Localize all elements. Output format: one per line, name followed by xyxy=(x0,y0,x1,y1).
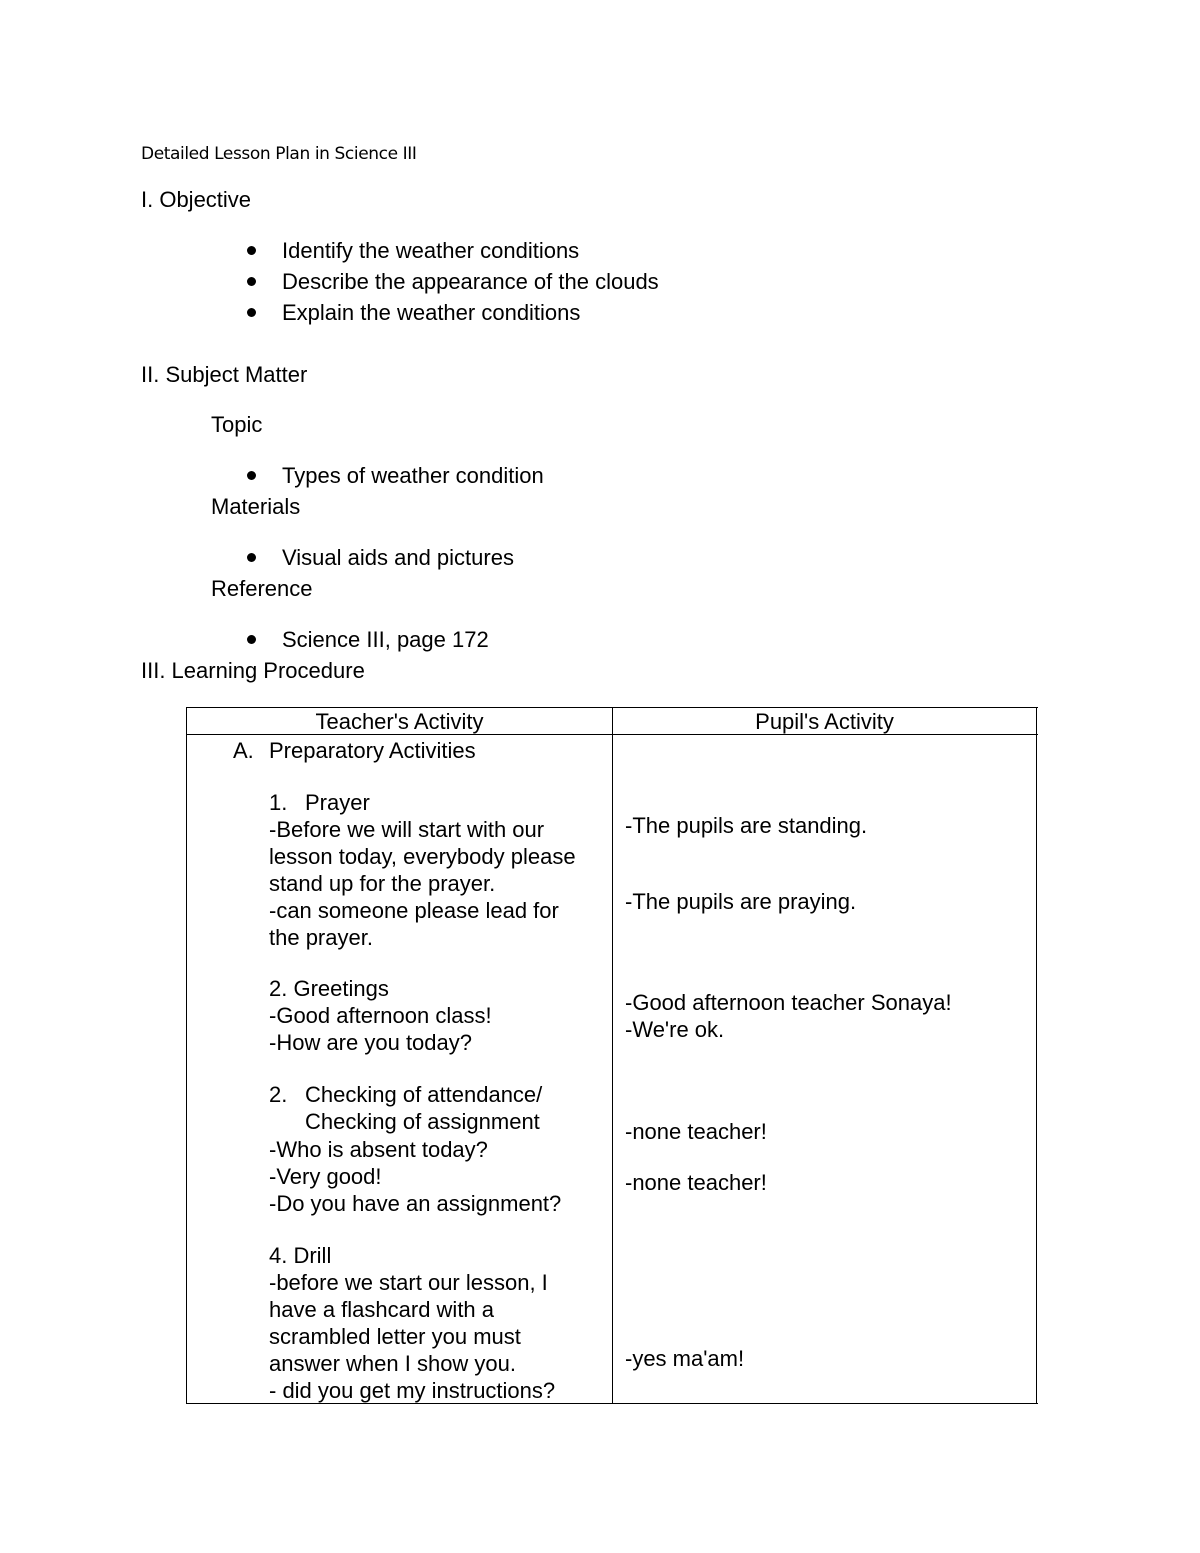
drill-line: have a flashcard with a xyxy=(269,1297,495,1322)
pupil-response: -yes ma'am! xyxy=(625,1346,745,1371)
greetings-line: -How are you today? xyxy=(269,1030,472,1055)
attendance-title: Checking of attendance/ xyxy=(305,1082,543,1107)
drill-line: scrambled letter you must xyxy=(269,1324,521,1349)
prayer-title: Prayer xyxy=(305,790,370,815)
objective-item: Identify the weather conditions xyxy=(282,238,580,263)
pupil-response: -The pupils are standing. xyxy=(625,813,868,838)
table-border-right xyxy=(1036,707,1037,1404)
prayer-line: -can someone please lead for xyxy=(269,898,559,923)
section-a-title: Preparatory Activities xyxy=(269,738,476,763)
pupil-response: -The pupils are praying. xyxy=(625,889,857,914)
objective-heading: I. Objective xyxy=(141,187,252,212)
bullet-icon xyxy=(247,277,256,286)
objective-item: Explain the weather conditions xyxy=(282,300,581,325)
prayer-line: -Before we will start with our xyxy=(269,817,545,842)
prayer-line: the prayer. xyxy=(269,925,373,950)
materials-item: Visual aids and pictures xyxy=(282,545,514,570)
greetings-line: -Good afternoon class! xyxy=(269,1003,492,1028)
drill-line: answer when I show you. xyxy=(269,1351,517,1376)
drill-title: 4. Drill xyxy=(269,1243,332,1268)
materials-label: Materials xyxy=(211,494,301,519)
prayer-number: 1. xyxy=(269,790,288,815)
bullet-icon xyxy=(247,246,256,255)
pupil-response: -Good afternoon teacher Sonaya! xyxy=(625,990,952,1015)
learning-procedure-heading: III. Learning Procedure xyxy=(141,658,365,683)
header-pupils-activity: Pupil's Activity xyxy=(755,709,894,734)
reference-item: Science III, page 172 xyxy=(282,627,489,652)
bullet-icon xyxy=(247,553,256,562)
prayer-line: stand up for the prayer. xyxy=(269,871,496,896)
table-border-left xyxy=(186,707,187,1404)
document-title: Detailed Lesson Plan in Science III xyxy=(141,144,417,164)
greetings-title: 2. Greetings xyxy=(269,976,389,1001)
attendance-number: 2. xyxy=(269,1082,288,1107)
topic-item: Types of weather condition xyxy=(282,463,544,488)
drill-line: - did you get my instructions? xyxy=(269,1378,556,1403)
subject-matter-heading: II. Subject Matter xyxy=(141,362,308,387)
attendance-line: -Do you have an assignment? xyxy=(269,1191,562,1216)
prayer-line: lesson today, everybody please xyxy=(269,844,576,869)
bullet-icon xyxy=(247,471,256,480)
section-a-marker: A. xyxy=(233,738,254,763)
objective-item: Describe the appearance of the clouds xyxy=(282,269,659,294)
topic-label: Topic xyxy=(211,412,263,437)
bullet-icon xyxy=(247,308,256,317)
attendance-line: -Very good! xyxy=(269,1164,382,1189)
table-column-divider xyxy=(612,707,613,1404)
pupil-response: -We're ok. xyxy=(625,1017,725,1042)
pupil-response: -none teacher! xyxy=(625,1170,767,1195)
attendance-title: Checking of assignment xyxy=(305,1109,540,1134)
pupil-response: -none teacher! xyxy=(625,1119,767,1144)
drill-line: -before we start our lesson, I xyxy=(269,1270,548,1295)
bullet-icon xyxy=(247,635,256,644)
attendance-line: -Who is absent today? xyxy=(269,1137,488,1162)
header-teachers-activity: Teacher's Activity xyxy=(315,709,484,734)
reference-label: Reference xyxy=(211,576,313,601)
